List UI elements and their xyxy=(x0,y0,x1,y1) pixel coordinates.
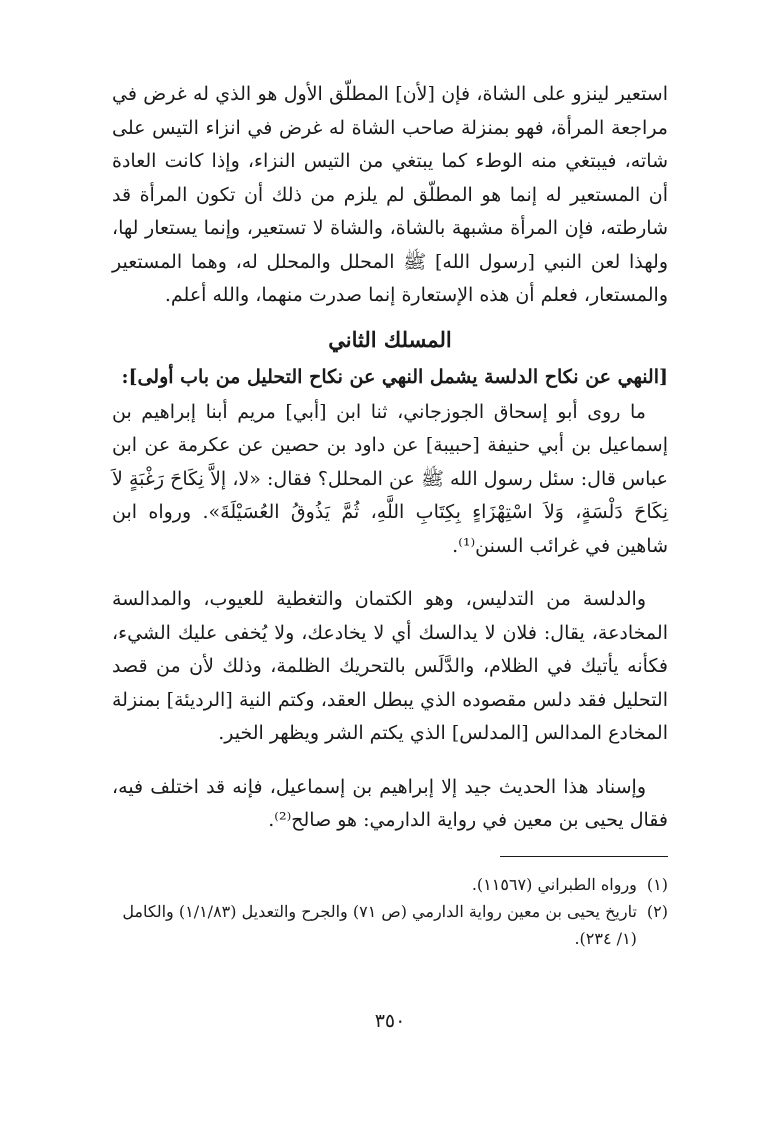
section-subheading: [النهي عن نكاح الدلسة يشمل النهي عن نكاح التحليل من باب أولى]: xyxy=(121,365,668,388)
dulsa-definition-paragraph: والدلسة من التدليس، وهو الكتمان والتغطية للعيوب، والمدالسة المخادعة، يقال: فلان لا يدالسك أي لا يخادعك، ولا يُخفى عليك الشيء، فكأنه يأتيك في الظلام، والدَّلَس بالتحريك الظلمة، وذلك لأن من قصد التحليل فقد دلس مقصوده الذي يبطل العقد، وكتم النية [الرديئة] بمنزلة المخادع المدالس [المدلس] الذي يكتم الشر ويظهر الخير. xyxy=(112,588,668,744)
footnotes xyxy=(112,871,668,952)
section-heading: المسلك الثاني xyxy=(328,326,452,352)
page-number: ٣٥٠ xyxy=(374,1010,406,1032)
footnote-number: (٢) xyxy=(646,901,668,921)
footnote-number: (١) xyxy=(646,874,668,894)
opening-paragraph: استعير لينزو على الشاة، فإن [لأن] المطلّق الأول هو الذي له غرض في مراجعة المرأة، فهو بمنزلة صاحب الشاة له غرض في انزاء التيس على شاته، فيبتغي منه الوطء كما يبتغي من التيس النزاء، وإذا كانت العادة أن المستعير له إنما هو المطلّق لم يلزم من ذلك أن تكون المرأة قد شارطته، فإن المرأة مشبهة بالشاة، والشاة لا تستعير، وإنما يستعار لها، ولهذا لعن النبي [رسول الله] ﷺ المحلل والمحلل له، وهما المستعير والمستعار، فعلم أن هذه الإستعارة إنما صدرت منهما، والله أعلم. xyxy=(112,83,668,306)
footnote-item xyxy=(112,898,668,952)
footnote-item xyxy=(112,871,668,898)
isnad-paragraph: وإسناد هذا الحديث جيد إلا إبراهيم بن إسماعيل، فإنه قد اختلف فيه، فقال يحيى بن معين في رواية الدارمي: هو صالح⁽²⁾. xyxy=(112,775,668,831)
footnote-text: ورواه الطبراني (١١٥٦٧). xyxy=(471,874,637,894)
footnote-text: تاريخ يحيى بن معين رواية الدارمي (ص ٧١) والجرح والتعديل (١/١/٨٣) والكامل (١/ ٢٣٤). xyxy=(122,901,637,948)
footnote-divider xyxy=(500,856,668,857)
hadith-paragraph: ما روى أبو إسحاق الجوزجاني، ثنا ابن [أبي] مريم أبنا إبراهيم بن إسماعيل بن أبي حنيفة [حبيبة] عن داود بن حصين عن عكرمة عن ابن عباس قال: سئل رسول الله ﷺ عن المحلل؟ فقال: «لا، إلاَّ نِكَاحَ رَغْبَةٍ لاَ نِكَاحَ دَلْسَةٍ، وَلاَ اسْتِهْزَاءٍ بِكِتَابِ اللَّهِ، ثُمَّ يَذُوقُ العُسَيْلَةَ». ورواه ابن شاهين في غرائب السنن⁽¹⁾. xyxy=(112,400,668,557)
